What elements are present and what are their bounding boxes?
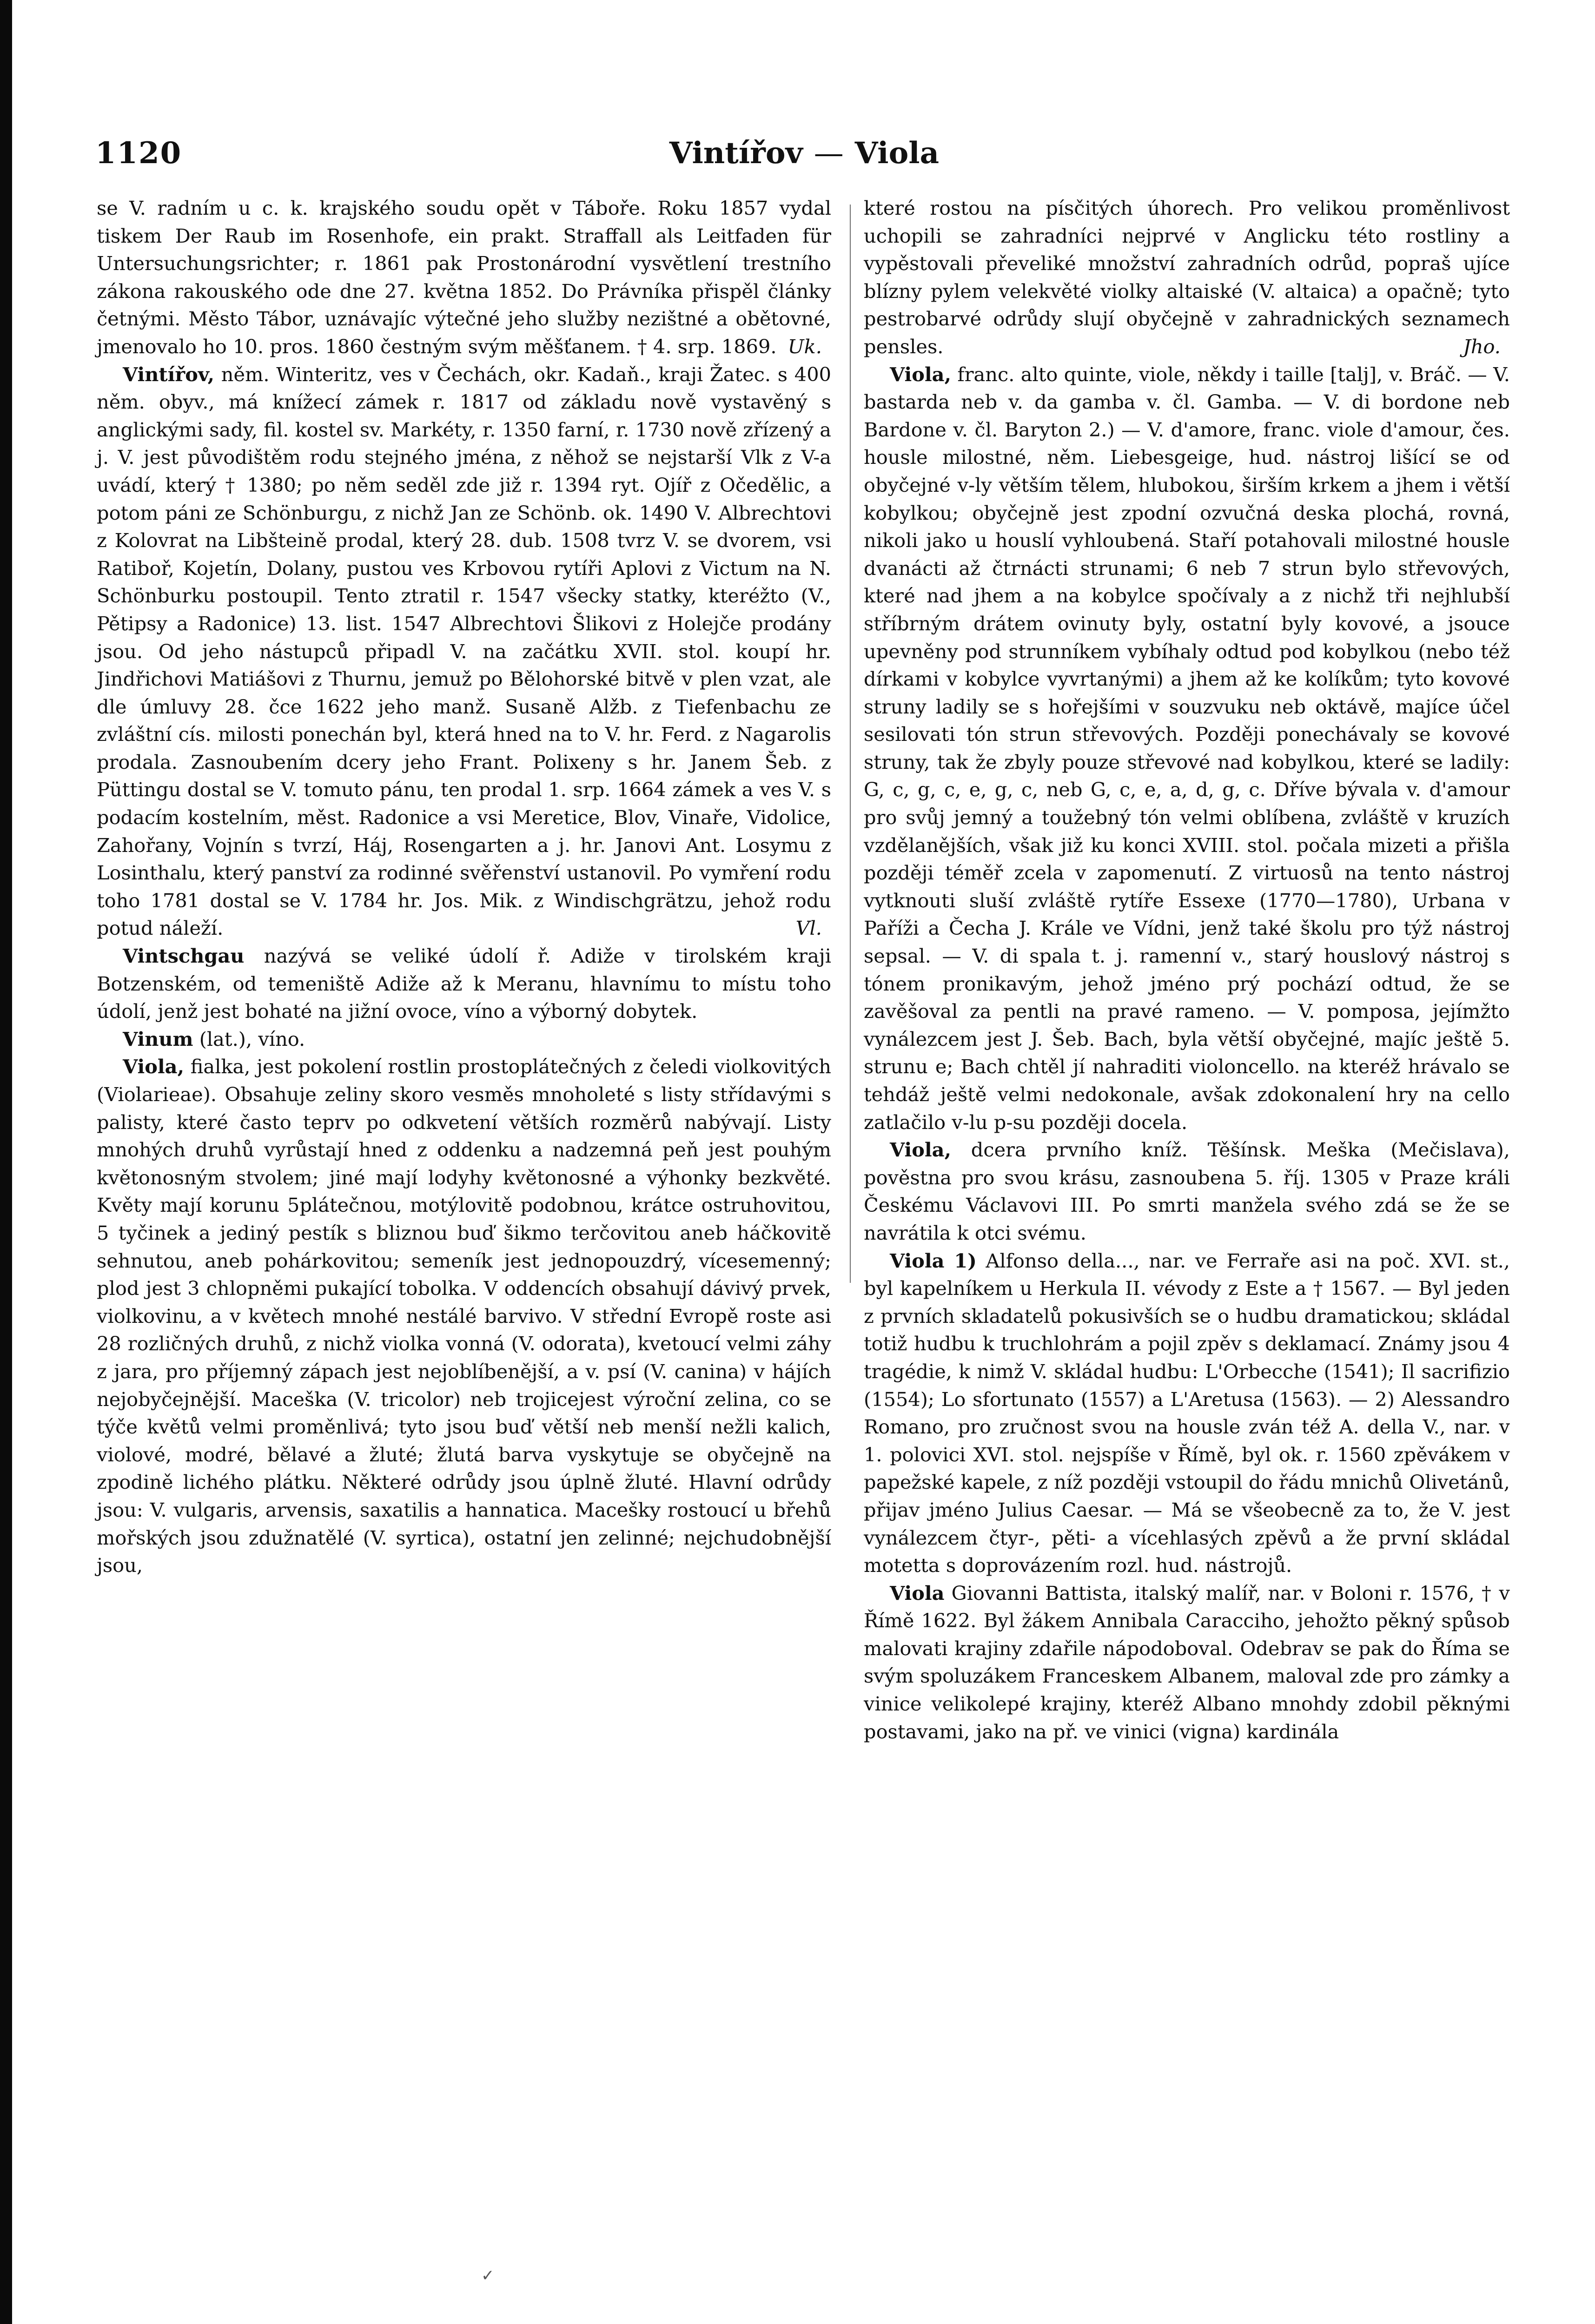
entry-headword: Viola xyxy=(890,1581,945,1604)
entry-headword: Viola, xyxy=(123,1055,185,1078)
right-column xyxy=(864,194,1510,1745)
entry-text: (lat.), víno. xyxy=(199,1027,305,1050)
running-head xyxy=(95,136,1513,171)
entry-viola-princess xyxy=(864,1136,1510,1247)
author-signature: Jho. xyxy=(1463,335,1501,358)
footer-mark: ✓ xyxy=(481,2266,495,2285)
entry-text: franc. alto quinte, viole, někdy i taille [talj], v. Bráč. — V. bastarda neb v. da gamba v. čl. Gamba. — V. di bordone neb Bardone v. čl. Baryton 2.) — V. d'amore, franc. viole d'amour, čes. housle milostné, něm. Liebesgeige, hud. nástroj lišící se od obyčejné v-ly větším tělem, hlubokou, širším krkem a jhem i větší kobylkou; obyčejně jest zpodní ozvučná deska plochá, rovná, nikoli jako u houslí vyhloubená. Staří potahovali milostné housle dvanácti až čtrnácti strunami; 6 neb 7 strun bylo střevových, které nad jhem a na kobylce spočívaly a z nichž tři nejhlubší stříbrným drátem ovinuty byly, ostatní byly kovové, a jsouce upevněny pod strunníkem vybíhaly odtud pod kobylkou (nebo též dírkami v kobylce vyvrtanými) a jhem až ke kolíkům; tyto kovové struny ladily se s hořejšími v souzvuku neb oktávě, majíce účel sesilovati tón strun střevových. Později ponechávaly se kovové struny, tak že zbyly pouze střevové nad kobylkou, které se ladily: G, c, g, c, e, g, c, neb G, c, e, a, d, g, c. Dříve bývala v. d'amour pro svůj jemný a toužebný tón velmi oblíbena, zvláště v kruzích vzdělanějších, však již ku konci XVIII. stol. počala mizeti a přišla později téměř zcela v zapomenutí. Z virtuosů na tento nástroj vytknouti sluší zvláště rytíře Essexe (1770—1780), Urbana v Paříži a Čecha J. Krále ve Vídni, jenž také školu pro týž nástroj sepsal. — V. di spala t. j. ramenní v., starý houslový nástroj s tónem pronikavým, jehož jméno prý pochází odtud, že se zavěšoval za pentli na pravé rameno. — V. pomposa, jejímžto vynálezcem jest J. Šeb. Bach, byla větší obyčejné, majíc ještě 5. strunu e; Bach chtěl jí nahraditi violoncello. na kteréž hrávalo se tehdáž ještě velmi nedokonale, avšak zdokonalení hry na cello zatlačilo v-lu p-su později docela. xyxy=(864,363,1510,1134)
scan-border xyxy=(0,0,12,2324)
entry-vintschgau xyxy=(97,942,831,1025)
entry-headword: Vintířov, xyxy=(123,363,215,386)
entry-headword: Vinum xyxy=(123,1027,193,1050)
entry-vinum xyxy=(97,1025,831,1053)
running-head-right: Viola xyxy=(854,136,940,171)
left-column xyxy=(97,194,831,1579)
entry-text: Giovanni Battista, italský malíř, nar. v Boloni r. 1576, † v Římě 1622. Byl žákem Annibala Caracciho, jehožto pěkný spůsob malovati krajiny zdařile nápodoboval. Odebrav se pak do Říma se svým spoluzákem Franceskem Albanem, maloval zde pro zámky a vinice velikolepé krajiny, kteréž Albano mnohdy zdobil pěknými postavami, jako na př. ve vinici (vigna) kardinála xyxy=(864,1581,1510,1743)
author-signature: Vl. xyxy=(795,917,822,940)
entry-viola-instrument xyxy=(864,361,1510,1136)
entry-headword: Viola, xyxy=(890,363,952,386)
running-head-dash: — xyxy=(814,136,844,171)
running-head-left: Vintířov xyxy=(669,136,803,171)
entry-viola-alfonso xyxy=(864,1247,1510,1579)
entry-text: fialka, jest pokolení rostlin prostoplátečných z čeledi violkovitých (Violarieae). Obsahuje zeliny skoro vesměs mnoholeté s listy střídavými s palisty, které často teprv po odkvetení větších rozměrů nabývají. Listy mnohých druhů vyrůstají hned z oddenku a nadzemná peň jest pouhým květonosným stvolem; jiné mají lodyhy květonosné a výhonky bezkvěté. Květy mají korunu 5plátečnou, motýlovitě podobnou, krátce ostruhovitou, 5 tyčinek a jediný pestík s bliznou buď šikmo terčovitou aneb háčkovitě sehnutou, aneb pohárkovitou; semeník jest jednopouzdrý, vícesemenný; plod jest 3 chlopněmi pukající tobolka. V oddencích obsahují dávivý prvek, violkovinu, a v květech mnohé nestálé barvivo. V střední Evropě roste asi 28 rozličných druhů, z nichž violka vonná (V. odorata), kvetoucí velmi záhy z jara, pro příjemný zápach jest nejoblíbenější, a v. psí (V. canina) v hájích nejobyčejnější. Maceška (V. tricolor) neb trojicejest výroční zelina, co se týče květů velmi proměnlivá; tyto jsou buď větší neb menší nežli kalich, violové, modré, bělavé a žluté; žlutá barva vyskytuje se obyčejně na zpodině lichého plátku. Některé odrůdy jsou úplně žluté. Hlavní odrůdy jsou: V. vulgaris, arvensis, saxatilis a hannatica. Macešky rostoucí u břehů mořských jsou zdužnatělé (V. syrtica), ostatní jen zelinné; nejchudobnější jsou, xyxy=(97,1055,831,1577)
author-signature: Uk. xyxy=(788,335,822,358)
entry-text: nazývá se veliké údolí ř. Adiže v tirolském kraji Botzenském, od temeniště Adiže až k Meranu, hlavnímu to místu toho údolí, jenž jest bohaté na jižní ovoce, víno a výborný dobytek. xyxy=(97,944,831,1023)
entry-viola-giovanni xyxy=(864,1579,1510,1746)
entry-text: se V. radním u c. k. krajského soudu opět v Táboře. Roku 1857 vydal tiskem Der Raub im Rosenhofe, ein prakt. Straffall als Leitfaden für Untersuchungsrichter; r. 1861 pak Prostonárodní vysvětlení trestního zákona rakouského ode dne 27. května 1852. Do Právníka přispěl články četnými. Město Tábor, uznávajíc výtečné jeho služby nezištné a obětovné, jmenovalo ho 10. pros. 1860 čestným svým měšťanem. † 4. srp. 1869. xyxy=(97,197,831,358)
entry-continuation xyxy=(97,194,831,361)
entry-headword: Viola, xyxy=(890,1138,952,1162)
entry-text: dcera prvního kníž. Těšínsk. Meška (Mečislava), pověstna pro svou krásu, zasnoubena 5. říj. 1305 v Praze králi Českému Václavovi III. Po smrti manžela svého zdá se že se navrátila k otci svému. xyxy=(864,1138,1510,1244)
entry-text: Alfonso della..., nar. ve Ferraře asi na poč. XVI. st., byl kapelníkem u Herkula II. vévody z Este a † 1567. — Byl jeden z prvních skladatelů pokusivších se o hudbu dramatickou; skládal totiž hudbu k truchlohrám a pojil zpěv s deklamací. Známy jsou 4 tragédie, k nimž V. skládal hudbu: L'Orbecche (1541); Il sacrifizio (1554); Lo sfortunato (1557) a L'Aretusa (1563). — 2) Alessandro Romano, pro zručnost svou na housle zván též A. della V., nar. v 1. polovici XVI. stol. nejspíše v Římě, byl ok. r. 1560 zpěvákem v papežské kapele, z níž později vstoupil do řádu mnichů Olivetánů, přijav jméno Julius Caesar. — Má se všeobecně za to, že V. jest vynálezcem čtyr-, pěti- a vícehlasých zpěvů a že první skládal motetta s doprovázením rozl. hud. nástrojů. xyxy=(864,1249,1510,1577)
page-number: 1120 xyxy=(95,136,182,171)
entry-viola-fialka xyxy=(97,1053,831,1579)
entry-text: které rostou na písčitých úhorech. Pro velikou proměnlivost uchopili se zahradníci nejprvé v Anglicku této rostliny a vypěstovali převeliké množství zahradních odrůd, popraš ujíce blízny pylem velekvěté violky altaiské (V. altaica) a opačně; tyto pestrobarvé odrůdy slují obyčejně v zahradnických seznamech pensles. xyxy=(864,197,1510,358)
entry-headword: Viola 1) xyxy=(890,1249,977,1272)
entry-continuation xyxy=(864,194,1510,361)
page-header xyxy=(95,136,1513,173)
entry-text: něm. Winteritz, ves v Čechách, okr. Kadaň., kraji Žatec. s 400 něm. obyv., má knížecí zámek r. 1817 od základu nově vystavěný s anglickými sady, fil. kostel sv. Markéty, r. 1350 farní, r. 1730 nově zřízený a j. V. jest původištěm rodu stejného jména, z něhož se nejstarší Vlk z V-a uvádí, který † 1380; po něm seděl zde již r. 1394 ryt. Ojíř z Očedělic, a potom páni ze Schönburgu, z nichž Jan ze Schönb. ok. 1490 V. Albrechtovi z Kolovrat na Libšteině prodal, který 28. dub. 1508 tvrz V. se dvorem, vsi Ratiboř, Kojetín, Dolany, pustou ves Krbovou rytíři Aplovi z Victum na N. Schönburku postoupil. Tento ztratil r. 1547 všecky statky, kteréžto (V., Pětipsy a Radonice) 13. list. 1547 Albrechtovi Šlikovi z Holejče prodány jsou. Od jeho nástupců připadl V. na začátku XVII. stol. koupí hr. Jindřichovi Matiášovi z Thurnu, jemuž po Bělohorské bitvě v plen vzat, ale dle úmluvy 28. čce 1622 jeho manž. Susaně Alžb. z Tiefenbachu ze zvláštní cís. milosti ponechán byl, která hned na to V. hr. Ferd. z Nagarolis prodala. Zasnoubením dcery jeho Frant. Polixeny s hr. Janem Šeb. z Püttingu dostal se V. tomuto pánu, ten prodal 1. srp. 1664 zámek a ves V. s podacím kostelním, měst. Radonice a vsi Meretice, Blov, Vinaře, Vidolice, Zahořany, Vojnín s tvrzí, Háj, Rosengarten a j. hr. Janovi Ant. Losymu z Losinthalu, který panství za rodinné svěřenství ustanovil. Po vymření rodu toho 1781 dostal se V. 1784 hr. Jos. Mik. z Windischgrätzu, jehož rodu potud náleží. xyxy=(97,363,832,940)
column-divider xyxy=(850,205,851,1283)
entry-vintirov xyxy=(97,361,831,942)
entry-headword: Vintschgau xyxy=(123,944,245,968)
